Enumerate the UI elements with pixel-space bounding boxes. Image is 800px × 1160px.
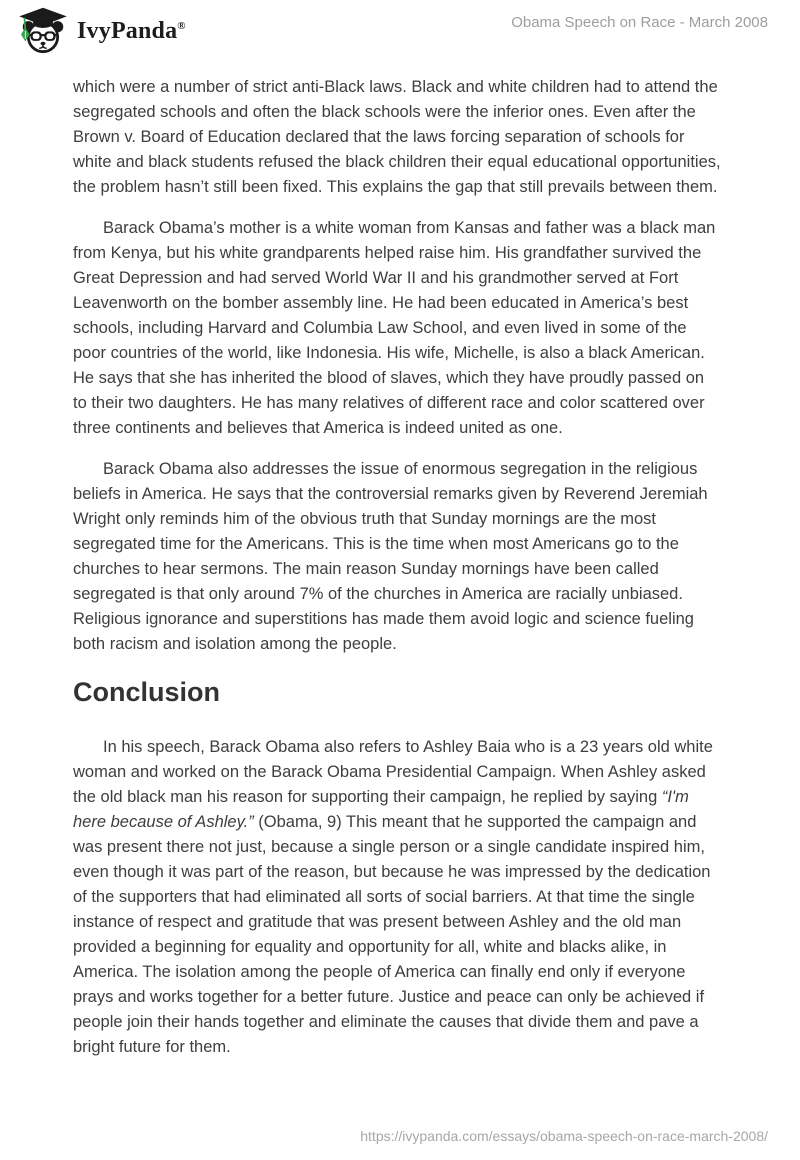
essay-paragraph — [73, 735, 721, 1060]
brand-wordmark — [77, 19, 186, 43]
registered-trademark-symbol: ® — [177, 20, 186, 32]
document-title: Obama Speech on Race - March 2008 — [511, 14, 768, 31]
section-heading: Conclusion — [73, 677, 220, 707]
brand-name: IvyPanda — [77, 18, 178, 44]
site-header — [18, 6, 186, 56]
paragraph-text: which were a number of strict anti-Black laws. Black and white children had to attend the segregated schools and often the black schools were the inferior ones. Even after the Brown v. Board of Education declared that the laws forcing separation of schools for white and black students refused the black children their equal educational opportunities, the problem hasn’t still been fixed. This explains the gap that still prevails between them. — [73, 78, 721, 196]
paragraph-text: In his speech, Barack Obama also refers to Ashley Baia who is a 23 years old white woman and worked on the Barack Obama Presidential Campaign. When Ashley asked the old black man his reason for supporting their campaign, he replied by saying — [73, 738, 713, 806]
ivypanda-panda-graduate-icon — [18, 6, 68, 56]
paragraph-text: Barack Obama’s mother is a white woman from Kansas and father was a black man from Kenya, but his white grandparents helped raise him. His grandfather survived the Great Depression and had served World War II and his grandmother served at Fort Leavenworth on the bomber assembly line. He had been educated in America’s best schools, including Harvard and Columbia Law School, and even lived in some of the poor countries of the world, like Indonesia. His wife, Michelle, is also a black American. He says that she has inherited the blood of slaves, which they have proudly passed on to their two daughters. He has many relatives of different race and color scattered over three continents and believes that America is indeed united as one. — [73, 219, 716, 437]
essay-paragraph — [73, 216, 721, 441]
paragraph-text: Barack Obama also addresses the issue of enormous segregation in the religious beliefs in America. He says that the controversial remarks given by Reverend Jeremiah Wright only reminds him of the obvious truth that Sunday mornings are the most segregated time for the Americans. This is the time when most Americans go to the churches to hear sermons. The main reason Sunday mornings have been called segregated is that only around 7% of the churches in America are racially unbiased. Religious ignorance and superstitions has made them avoid logic and science fueling both racism and isolation among the people. — [73, 460, 708, 653]
essay-body — [73, 75, 721, 1076]
paragraph-text: (Obama, 9) This meant that he supported the campaign and was present there not just, because a single person or a single candidate inspired him, even though it was part of the reason, but because he was impressed by the dedication of the supporters that had eliminated all sorts of social barriers. At that time the single instance of respect and gratitude that was present between Ashley and the old man provided a beginning for equality and opportunity for all, white and blacks alike, in America. The isolation among the people of America can finally end only if everyone prays and works together for a better future. Justice and peace can only be achieved if people join their hands together and eliminate the causes that divide them and pave a bright future for them. — [73, 813, 711, 1056]
footer-url: https://ivypanda.com/essays/obama-speech-on-race-march-2008/ — [360, 1128, 768, 1144]
essay-paragraph — [73, 457, 721, 657]
essay-paragraph — [73, 75, 721, 200]
quoted-citation-text: “I'm here because of Ashley.” — [73, 788, 689, 831]
